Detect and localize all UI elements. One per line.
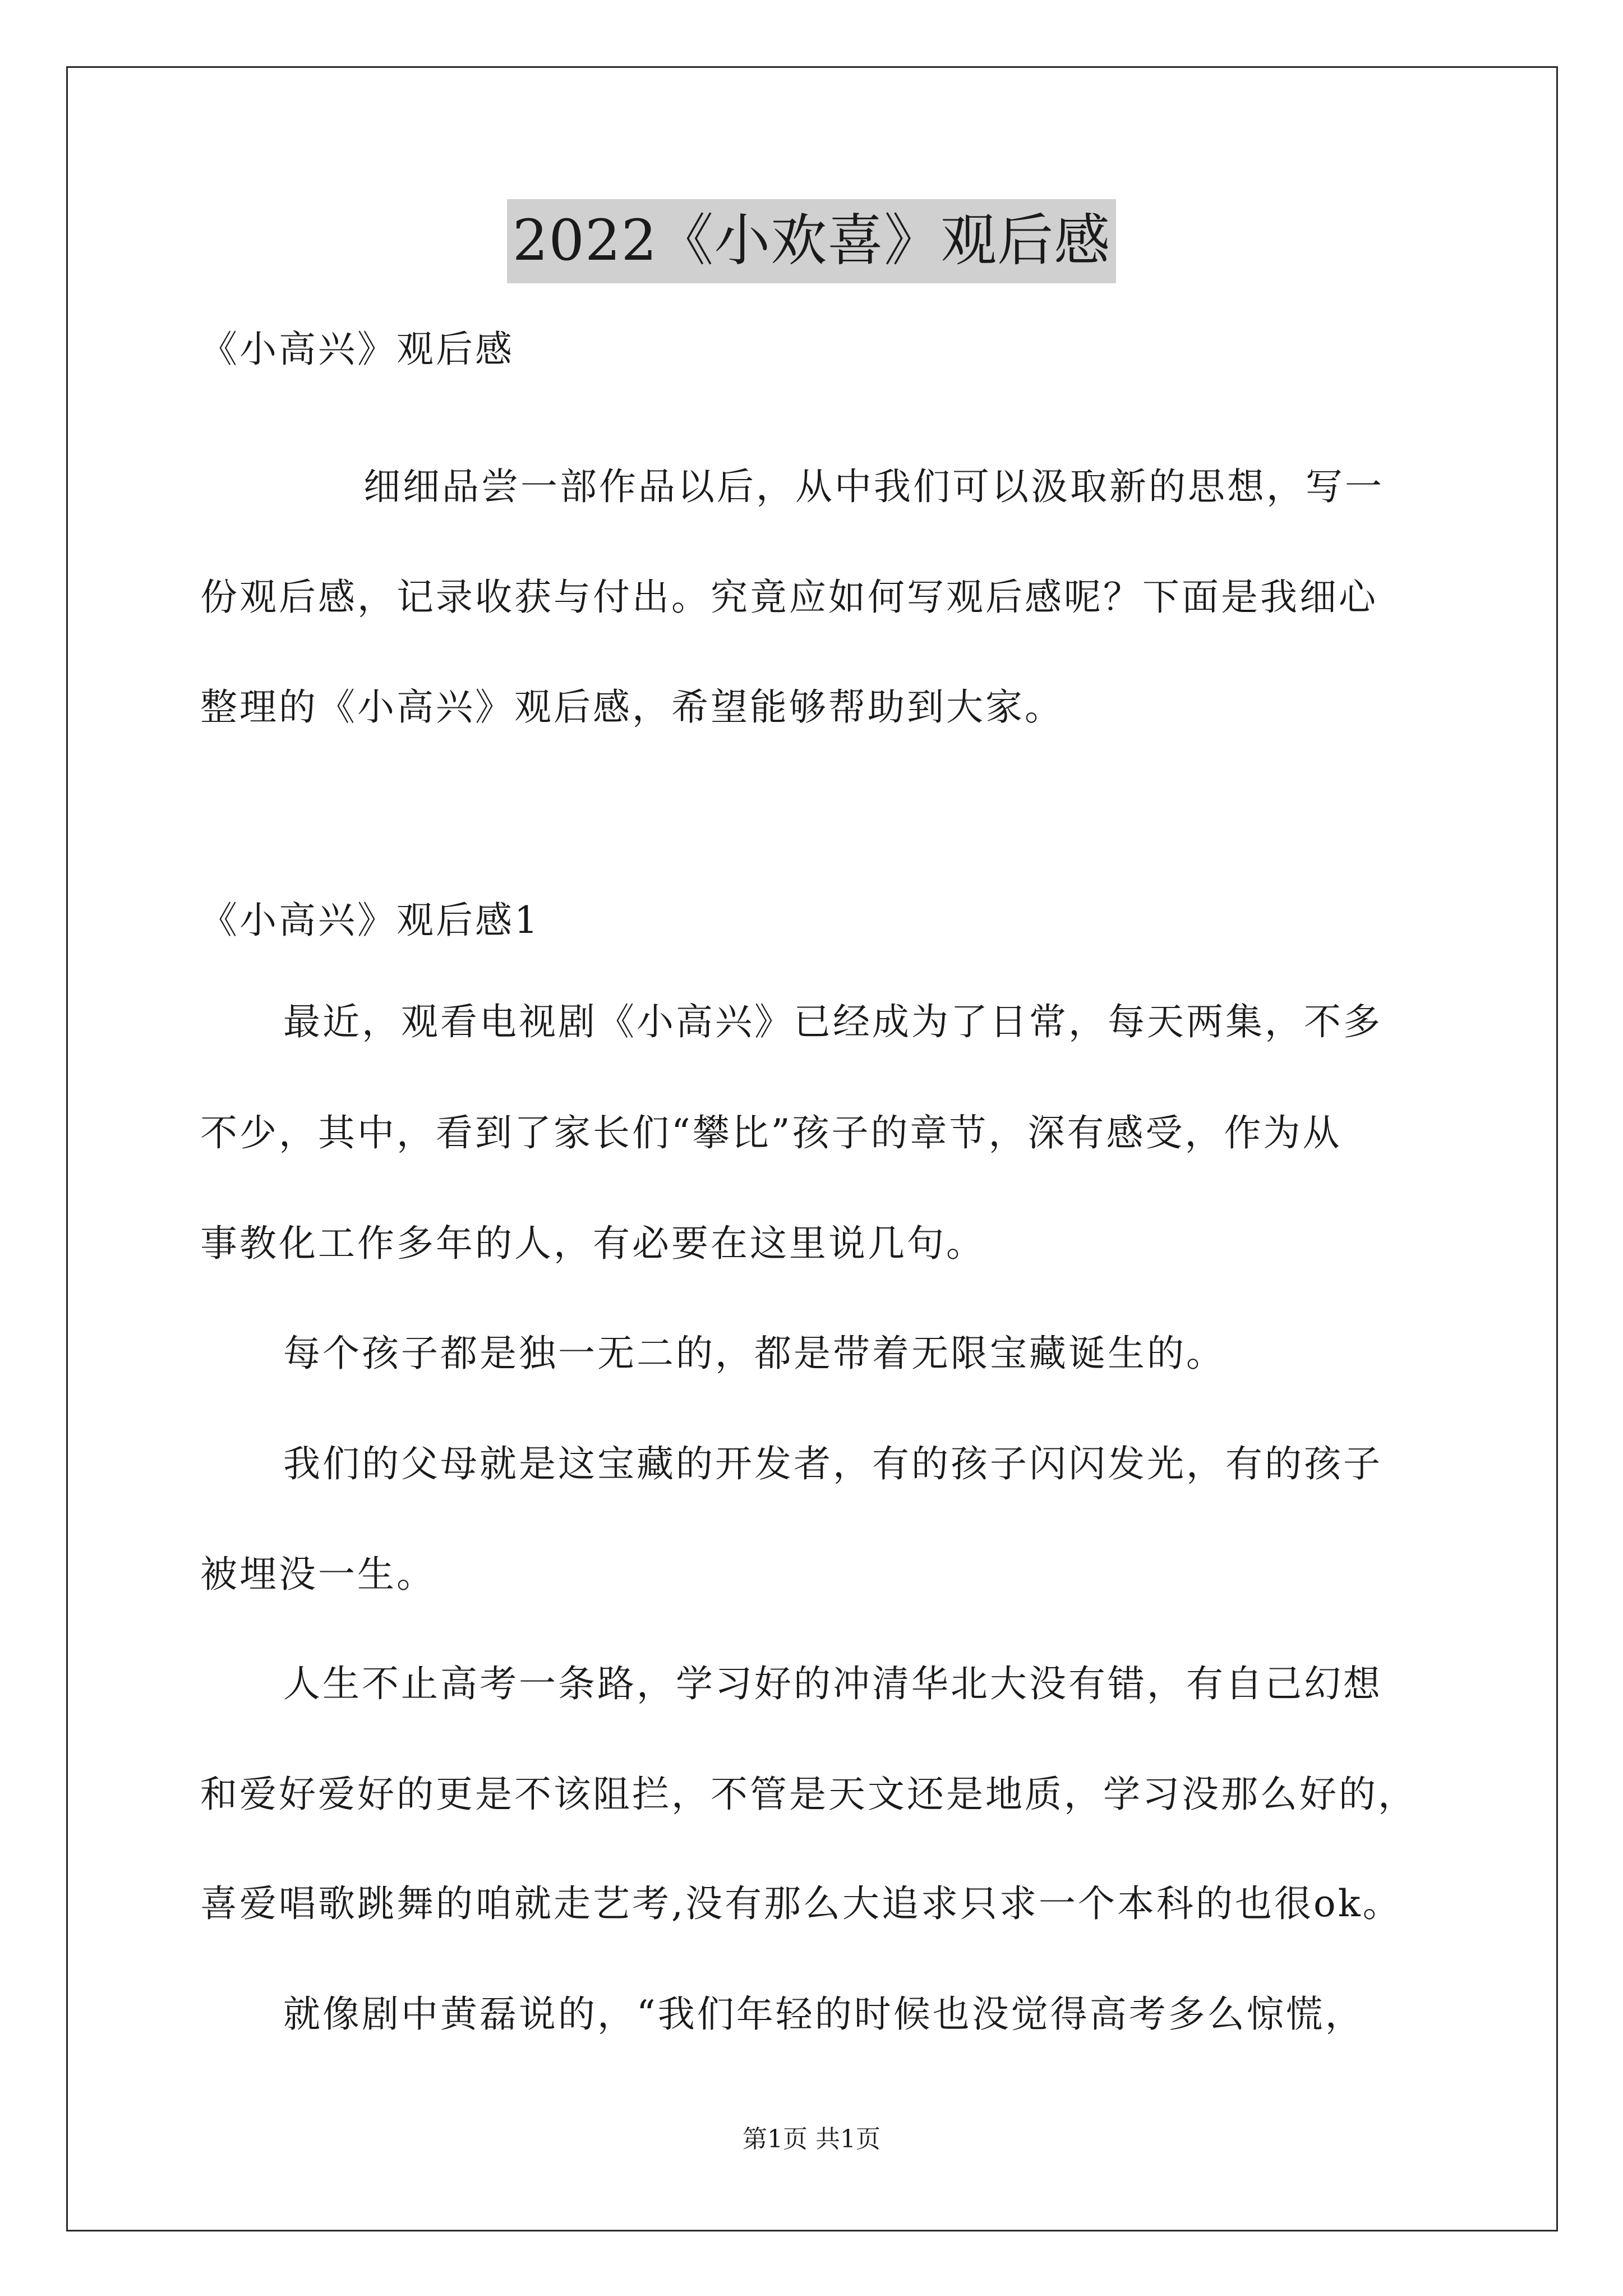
body-line-4: 每个孩子都是独一无二的，都是带着无限宝藏诞生的。: [283, 1332, 1225, 1375]
intro-line-3: 整理的《小高兴》观后感，希望能够帮助到大家。: [200, 685, 1064, 729]
body-line-5: 我们的父母就是这宝藏的开发者，有的孩子闪闪发光，有的孩子: [283, 1442, 1382, 1485]
document-title: 2022《小欢喜》观后感: [507, 199, 1117, 283]
section-heading: 《小高兴》观后感1: [200, 899, 540, 942]
body-line-10: 就像剧中黄磊说的，“我们年轻的时候也没觉得高考多么惊慌，: [283, 1993, 1364, 2036]
intro-line-1: 细细品尝一部作品以后，从中我们可以汲取新的思想，写一: [363, 465, 1384, 508]
body-line-3: 事教化工作多年的人，有必要在这里说几句。: [200, 1222, 985, 1265]
intro-line-2: 份观后感，记录收获与付出。究竟应如何写观后感呢？下面是我细心: [200, 576, 1378, 619]
subtitle: 《小高兴》观后感: [200, 328, 514, 371]
body-line-9: 喜爱唱歌跳舞的咱就走艺考,没有那么大追求只求一个本科的也很ok。: [200, 1882, 1402, 1925]
body-line-2: 不少，其中，看到了家长们“攀比”孩子的章节，深有感受，作为从: [200, 1111, 1342, 1154]
title-container: [0, 199, 1623, 283]
body-line-1: 最近，观看电视剧《小高兴》已经成为了日常，每天两集，不多: [283, 1000, 1382, 1043]
body-line-7: 人生不止高考一条路，学习好的冲清华北大没有错，有自己幻想: [283, 1662, 1382, 1705]
page-footer: 第1页 共1页: [743, 2125, 880, 2154]
body-line-8: 和爱好爱好的更是不该阻拦，不管是天文还是地质，学习没那么好的，: [200, 1773, 1417, 1816]
body-line-6: 被埋没一生。: [200, 1553, 436, 1596]
